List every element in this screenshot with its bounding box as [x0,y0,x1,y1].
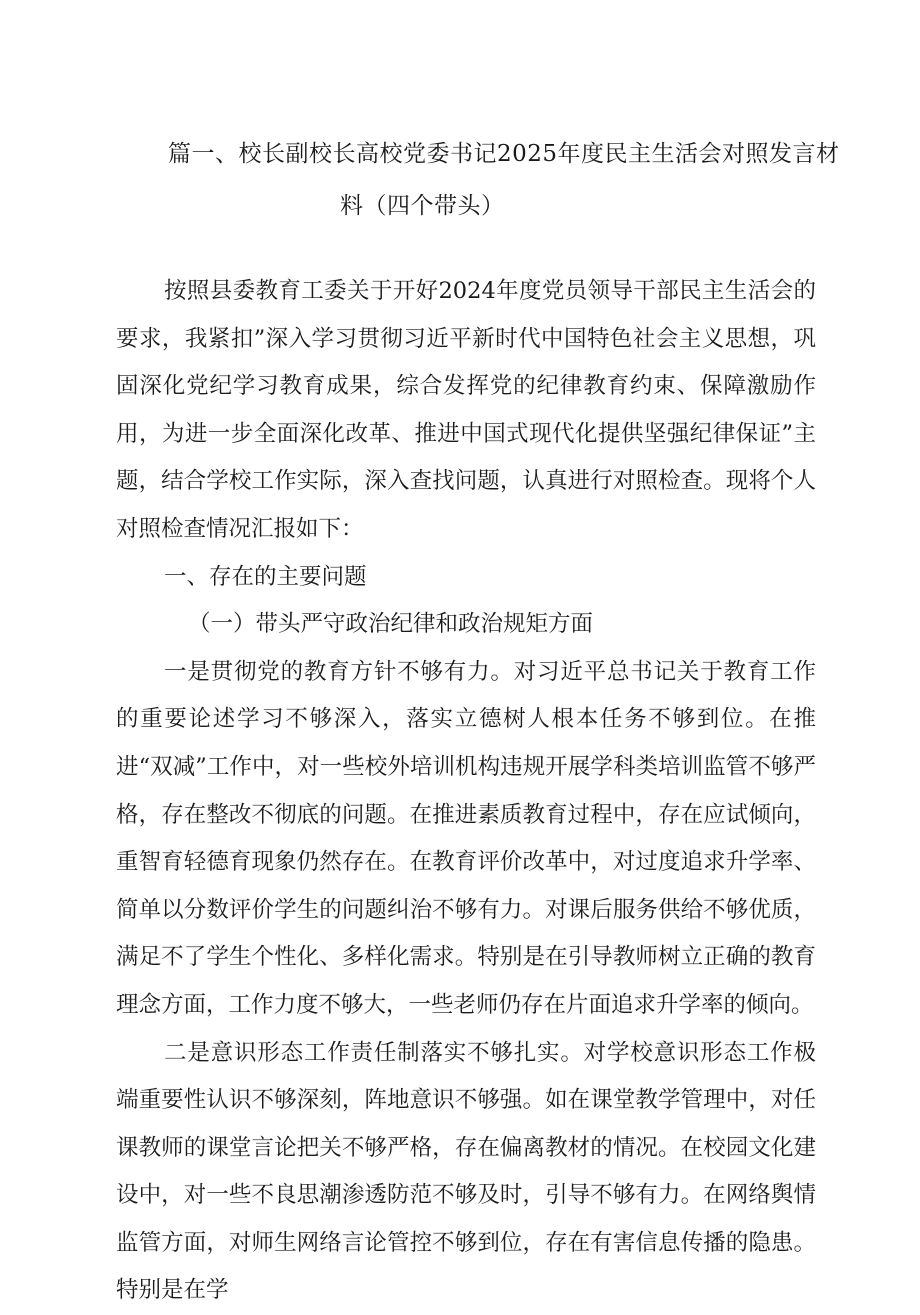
body-paragraph-1: 一是贯彻党的教育方针不够有力。对习近平总书记关于教育工作的重要论述学习不够深入，落实立德树人根本任务不够到位。在推进“双减”工作中，对一些校外培训机构违规开展学科类培训监管不够严格，存在整改不彻底的问题。在推进素质教育过程中，存在应试倾向，重智育轻德育现象仍然存在。在教育评价改革中，对过度追求升学率、简单以分数评价学生的问题纠治不够有力。对课后服务供给不够优质，满足不了学生个性化、多样化需求。特别是在引导教师树立正确的教育理念方面，工作力度不够大，一些老师仍存在片面追求升学率的倾向。 [116,649,816,1030]
document-body [116,268,816,1315]
subsection-heading: （一）带头严守政治纪律和政治规矩方面 [116,601,816,649]
title-line-1: 篇一、校长副校长高校党委书记2025年度民主生活会对照发言材 [150,128,830,180]
section-heading: 一、存在的主要问题 [116,554,816,602]
body-paragraph-2: 二是意识形态工作责任制落实不够扎实。对学校意识形态工作极端重要性认识不够深刻，阵地意识不够强。如在课堂教学管理中，对任课教师的课堂言论把关不够严格，存在偏离教材的情况。在校园文化建设中，对一些不良思潮渗透防范不够及时，引导不够有力。在网络舆情监管方面，对师生网络言论管控不够到位，存在有害信息传播的隐患。特别是在学 [116,1030,816,1315]
title-line-2: 料（四个带头） [150,180,830,232]
document-title [150,128,830,232]
intro-paragraph: 按照县委教育工委关于开好2024年度党员领导干部民主生活会的要求，我紧扣”深入学习贯彻习近平新时代中国特色社会主义思想，巩固深化党纪学习教育成果，综合发挥党的纪律教育约束、保障激励作用，为进一步全面深化改革、推进中国式现代化提供坚强纪律保证”主题，结合学校工作实际，深入查找问题，认真进行对照检查。现将个人对照检查情况汇报如下： [116,268,816,554]
